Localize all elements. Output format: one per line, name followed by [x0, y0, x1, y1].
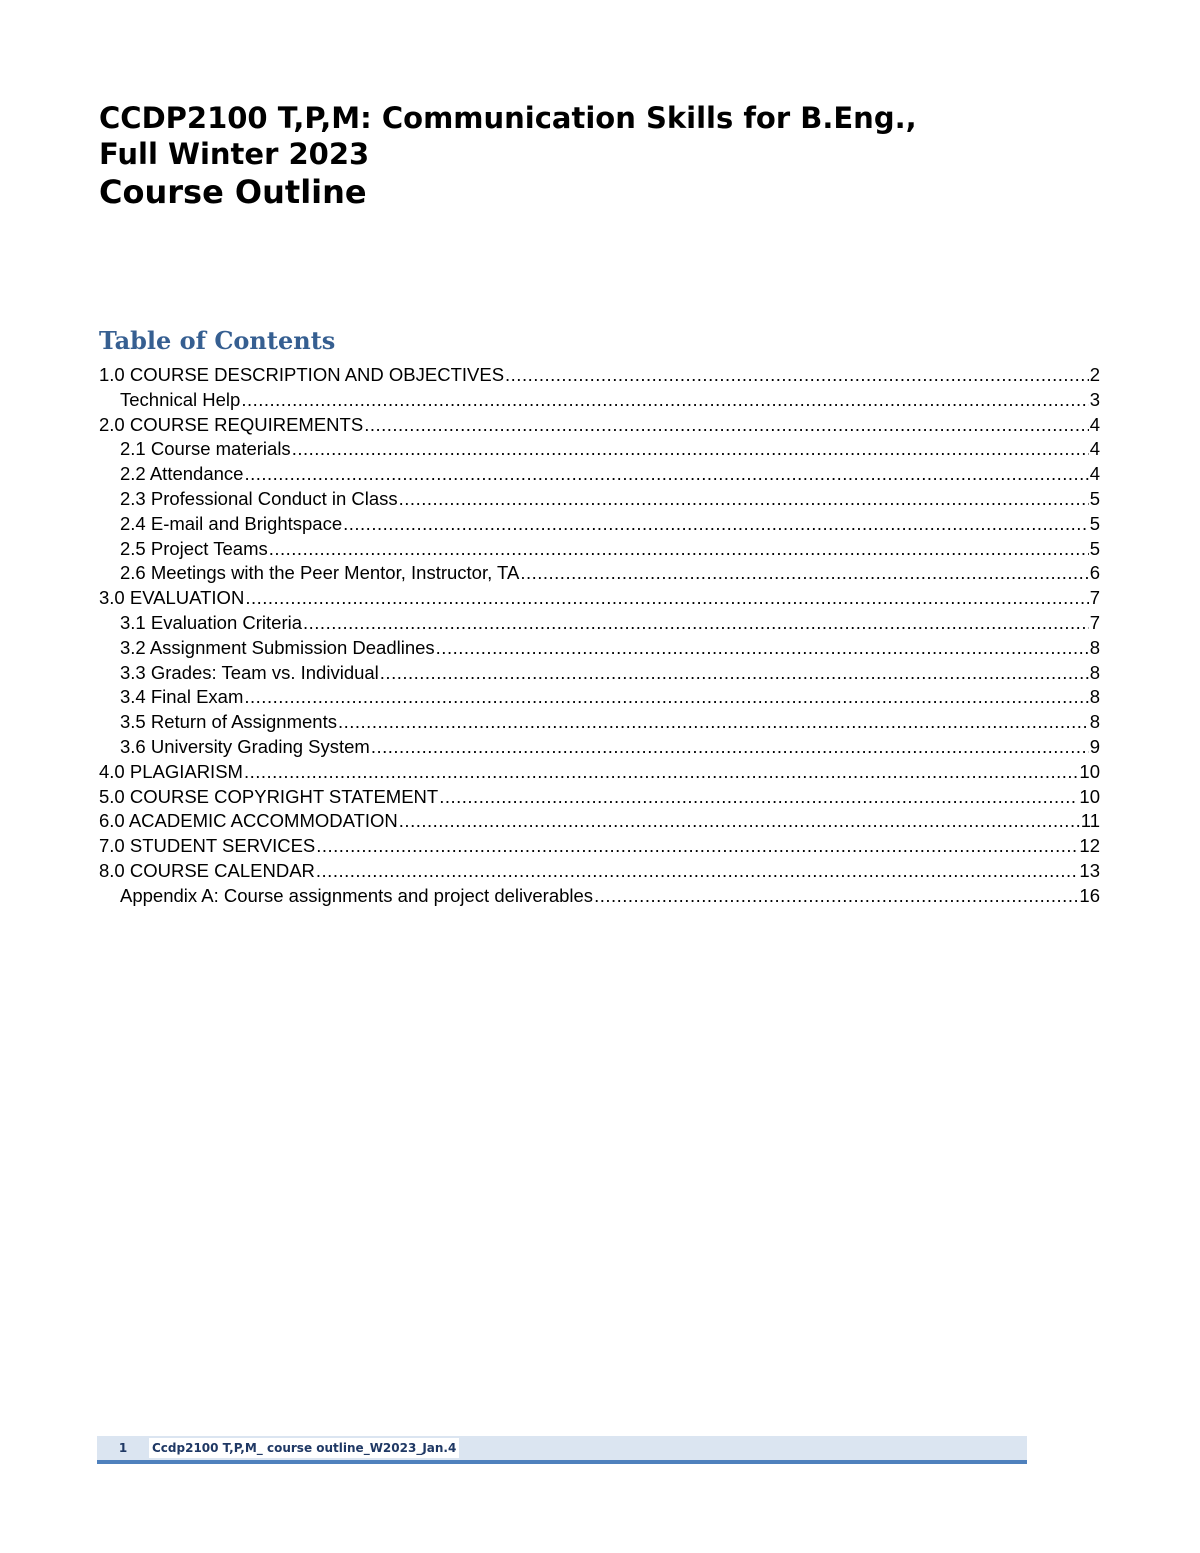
toc-entry-page[interactable]: 8	[1089, 711, 1100, 733]
toc-dot-leader	[338, 710, 1089, 735]
toc-entry-page[interactable]: 6	[1089, 562, 1100, 584]
toc-entry-page[interactable]: 10	[1079, 760, 1100, 782]
toc-entry[interactable]	[99, 884, 1100, 909]
toc-entry-label[interactable]: 2.4 E-mail and Brightspace	[120, 512, 343, 534]
toc-entry-page[interactable]: 3	[1089, 388, 1100, 410]
toc-dot-leader	[505, 363, 1089, 388]
toc-entry[interactable]	[99, 809, 1100, 834]
toc-entry[interactable]	[99, 611, 1100, 636]
toc-dot-leader	[244, 462, 1088, 487]
toc-entry-label[interactable]: 1.0 COURSE DESCRIPTION AND OBJECTIVES	[99, 364, 505, 385]
toc-entry-page[interactable]: 4	[1089, 413, 1100, 435]
toc-entry-label[interactable]: 3.2 Assignment Submission Deadlines	[120, 636, 435, 658]
toc-entry-label[interactable]: 6.0 ACADEMIC ACCOMMODATION	[99, 810, 398, 832]
toc-dot-leader	[380, 661, 1089, 686]
toc-dot-leader	[594, 884, 1078, 909]
toc-dot-leader	[316, 859, 1079, 884]
toc-entry[interactable]	[99, 586, 1100, 611]
course-title: CCDP2100 T,P,M: Communication Skills for B.Eng.,	[99, 101, 917, 135]
toc-entry-page[interactable]: 4	[1089, 463, 1100, 485]
toc-entry-page[interactable]: 13	[1079, 859, 1100, 881]
toc-entry[interactable]	[99, 561, 1100, 586]
toc-entry-label[interactable]: 7.0 STUDENT SERVICES	[99, 835, 316, 857]
toc-dot-leader	[439, 785, 1078, 810]
course-outline-title: Course Outline	[99, 173, 367, 211]
toc-entry-page[interactable]: 7	[1089, 587, 1100, 609]
toc-entry-label[interactable]: 5.0 COURSE COPYRIGHT STATEMENT	[99, 785, 439, 807]
toc-entry-label[interactable]: 2.6 Meetings with the Peer Mentor, Instructor, TA	[120, 562, 520, 584]
toc-entry-page[interactable]: 4	[1089, 438, 1100, 460]
toc-entry-page[interactable]: 2	[1089, 364, 1100, 385]
toc-entry-label[interactable]: 2.1 Course materials	[120, 438, 291, 460]
toc-entry[interactable]	[99, 413, 1100, 438]
footer-document-name: Ccdp2100 T,P,M_ course outline_W2023_Jan.4	[149, 1438, 459, 1458]
toc-entry[interactable]	[99, 760, 1100, 785]
toc-entry-page[interactable]: 10	[1079, 785, 1100, 807]
toc-entry-label[interactable]: 2.3 Professional Conduct in Class	[120, 487, 398, 509]
toc-entry[interactable]	[99, 859, 1100, 884]
toc-entry-label[interactable]: 2.0 COURSE REQUIREMENTS	[99, 413, 364, 435]
course-term: Full Winter 2023	[99, 137, 370, 171]
toc-entry[interactable]	[99, 661, 1100, 686]
toc-dot-leader	[269, 537, 1089, 562]
toc-dot-leader	[244, 685, 1088, 710]
toc-dot-leader	[245, 586, 1088, 611]
toc-entry-page[interactable]: 12	[1079, 835, 1100, 857]
toc-entry[interactable]	[99, 537, 1100, 562]
toc-entry[interactable]	[99, 735, 1100, 760]
toc-entry-page[interactable]: 5	[1089, 487, 1100, 509]
toc-entry-label[interactable]: 8.0 COURSE CALENDAR	[99, 859, 315, 881]
toc-entry-label[interactable]: 3.6 University Grading System	[120, 735, 370, 757]
toc-dot-leader	[316, 834, 1078, 859]
toc-dot-leader	[244, 760, 1078, 785]
toc-entry-page[interactable]: 7	[1089, 611, 1100, 633]
toc-entry-page[interactable]: 5	[1089, 512, 1100, 534]
toc-entry-page[interactable]: 11	[1080, 810, 1100, 832]
toc-entry[interactable]	[99, 388, 1100, 413]
toc-dot-leader	[399, 809, 1080, 834]
toc-entry[interactable]	[99, 685, 1100, 710]
toc-entry[interactable]	[99, 363, 1100, 388]
toc-dot-leader	[520, 561, 1088, 586]
table-of-contents	[99, 363, 1100, 909]
footer-page-number: 1	[118, 1441, 128, 1455]
toc-entry-label[interactable]: 4.0 PLAGIARISM	[99, 760, 243, 782]
toc-entry[interactable]	[99, 636, 1100, 661]
toc-entry-page[interactable]: 8	[1089, 686, 1100, 708]
toc-entry[interactable]	[99, 487, 1100, 512]
page-footer	[97, 1436, 1027, 1464]
toc-entry-label[interactable]: Appendix A: Course assignments and project deliverables	[120, 884, 594, 906]
toc-entry-page[interactable]: 5	[1089, 537, 1100, 559]
toc-entry-label[interactable]: 2.2 Attendance	[120, 463, 244, 485]
document-title	[99, 100, 1099, 212]
toc-entry-page[interactable]: 8	[1089, 661, 1100, 683]
toc-dot-leader	[303, 611, 1089, 636]
toc-entry-page[interactable]: 8	[1089, 636, 1100, 658]
toc-entry[interactable]	[99, 710, 1100, 735]
toc-entry-label[interactable]: 3.1 Evaluation Criteria	[120, 611, 303, 633]
toc-entry[interactable]	[99, 785, 1100, 810]
toc-dot-leader	[364, 413, 1089, 438]
toc-dot-leader	[241, 388, 1088, 413]
toc-dot-leader	[371, 735, 1089, 760]
toc-entry-label[interactable]: 2.5 Project Teams	[120, 537, 268, 559]
toc-heading: Table of Contents	[99, 326, 336, 355]
toc-entry[interactable]	[99, 834, 1100, 859]
toc-dot-leader	[436, 636, 1089, 661]
toc-entry-page[interactable]: 9	[1089, 735, 1100, 757]
toc-entry-page[interactable]: 16	[1079, 884, 1100, 906]
toc-entry-label[interactable]: 3.4 Final Exam	[120, 686, 244, 708]
toc-dot-leader	[292, 437, 1089, 462]
toc-entry-label[interactable]: Technical Help	[120, 388, 241, 410]
toc-entry-label[interactable]: 3.3 Grades: Team vs. Individual	[120, 661, 379, 683]
toc-entry-label[interactable]: 3.0 EVALUATION	[99, 587, 245, 609]
toc-entry-label[interactable]: 3.5 Return of Assignments	[120, 711, 337, 733]
toc-entry[interactable]	[99, 437, 1100, 462]
toc-entry[interactable]	[99, 462, 1100, 487]
toc-entry[interactable]	[99, 512, 1100, 537]
toc-dot-leader	[399, 487, 1089, 512]
toc-dot-leader	[343, 512, 1089, 537]
